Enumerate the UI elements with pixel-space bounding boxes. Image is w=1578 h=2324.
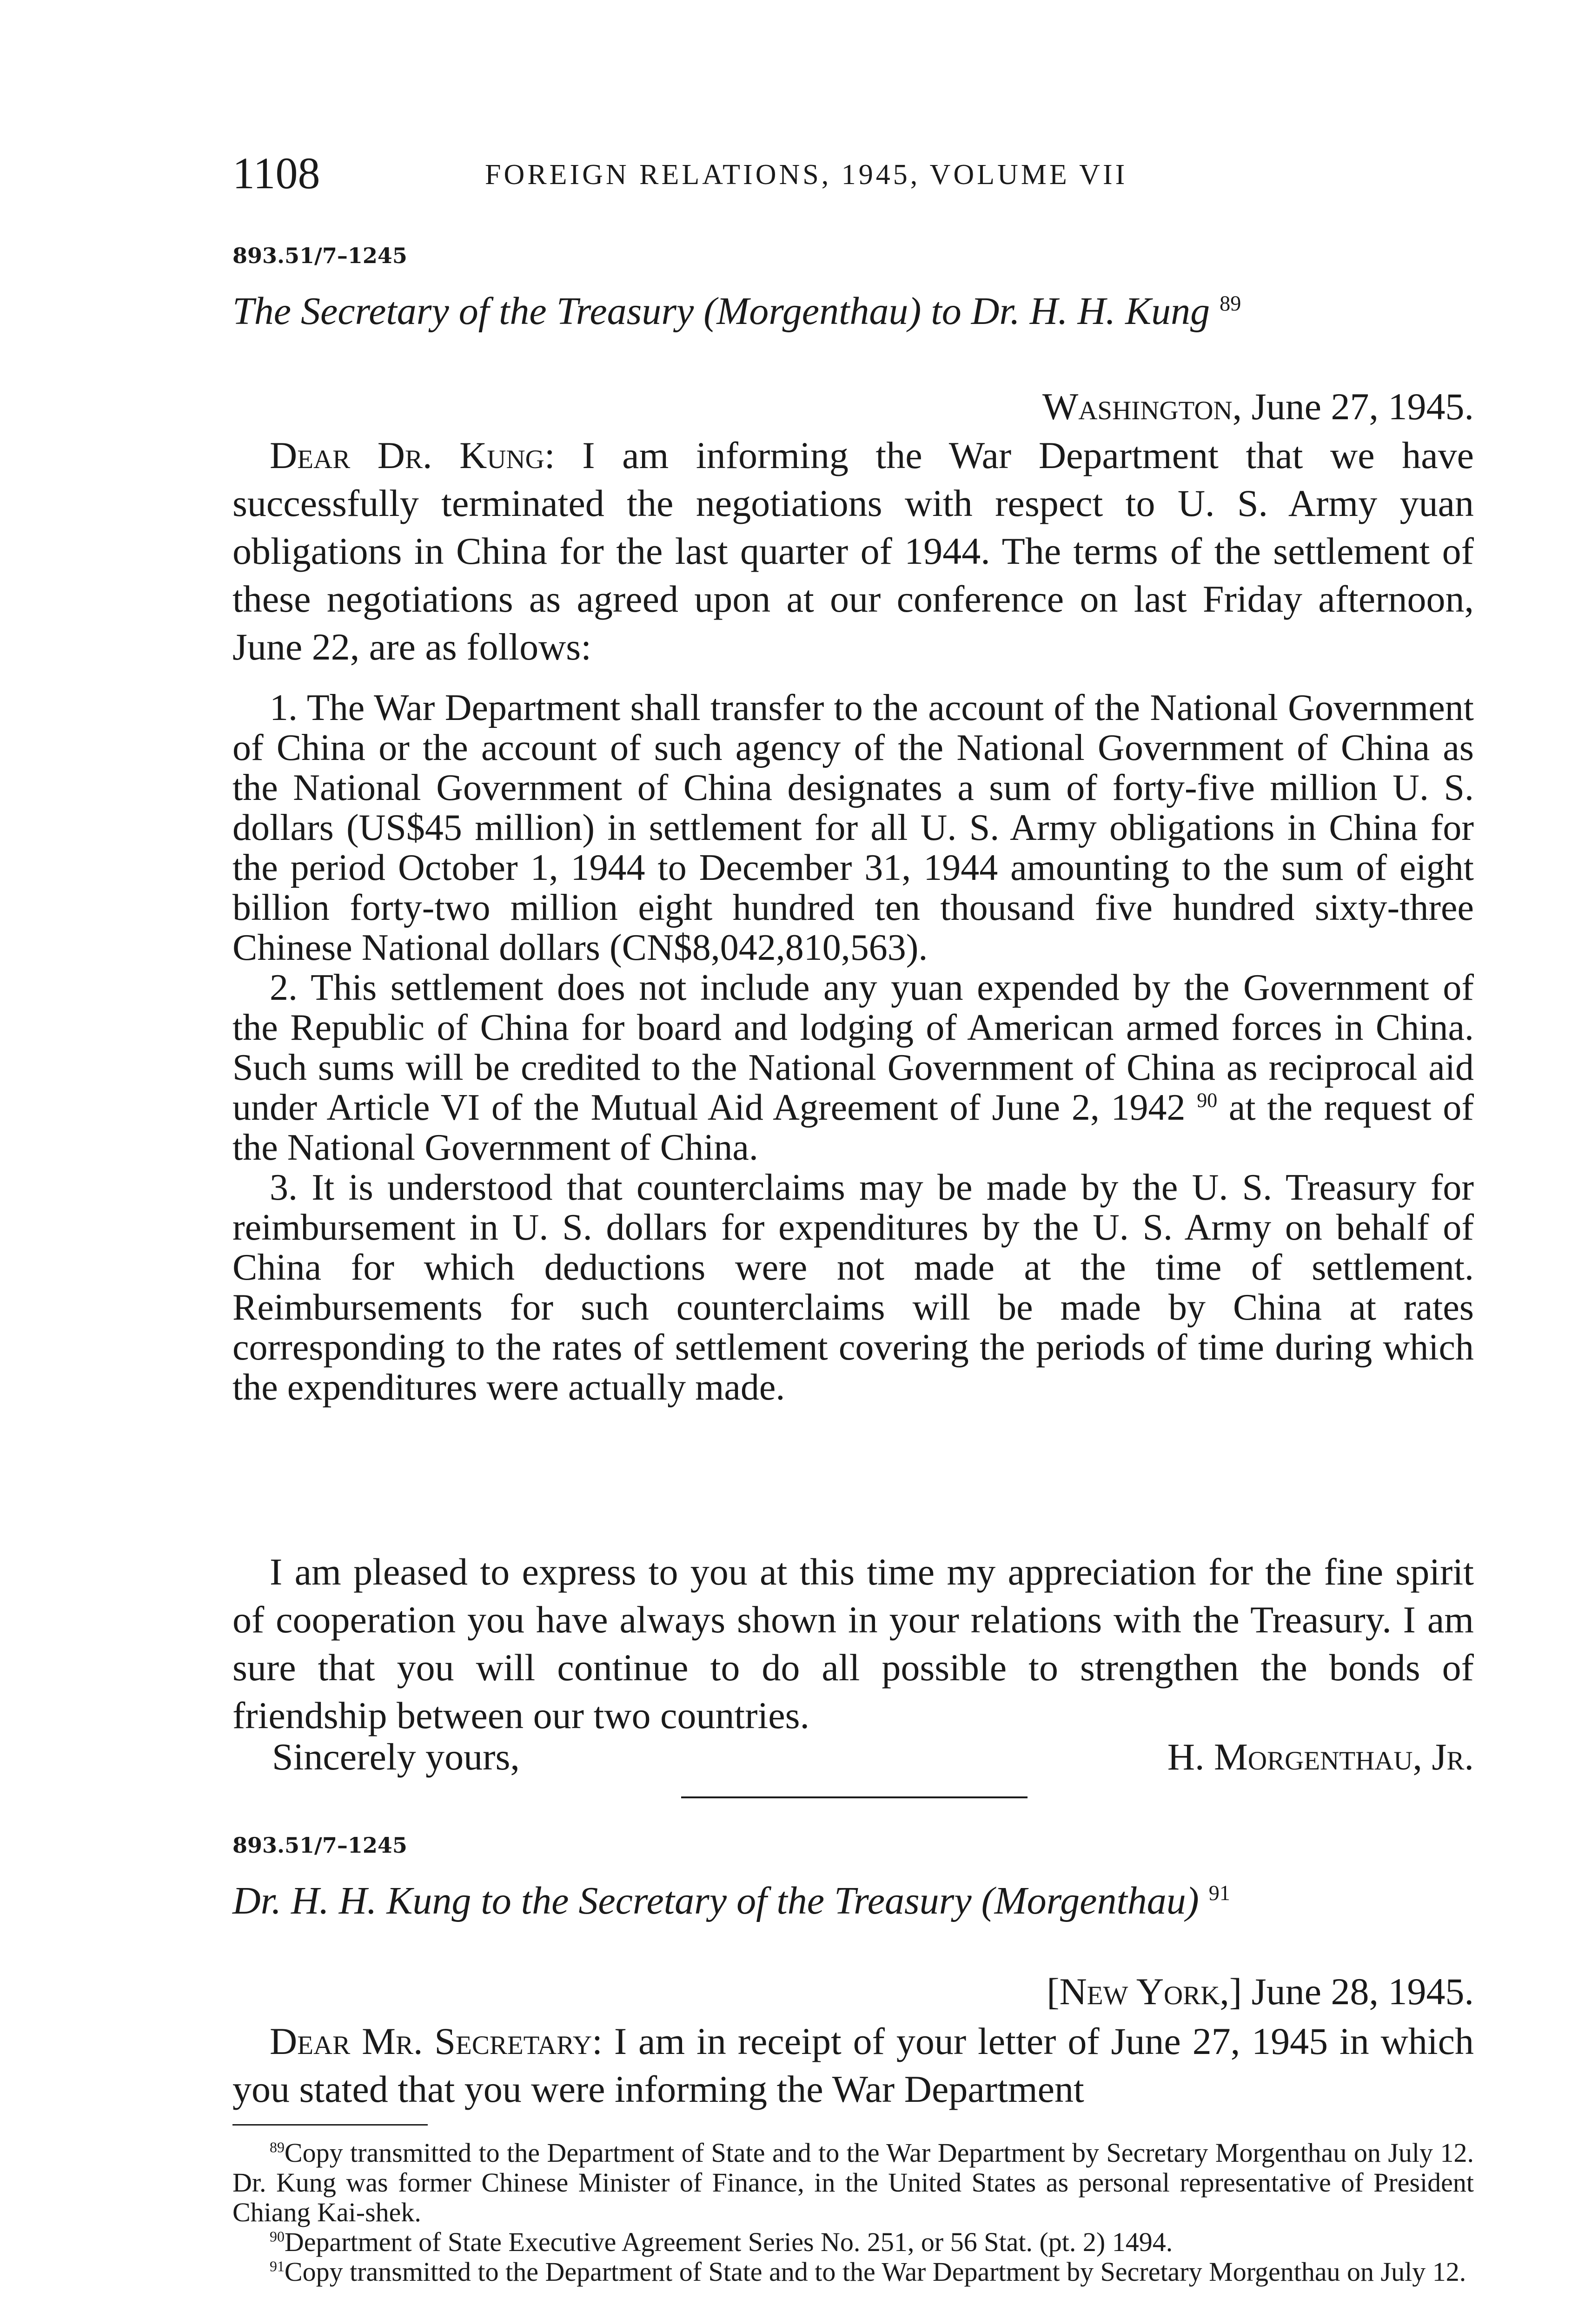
footnote-mark: 91 <box>270 2258 285 2275</box>
dateline-date: June 27, 1945. <box>1251 385 1474 428</box>
letter-opening <box>232 2017 1474 2113</box>
footnote-mark: 90 <box>270 2228 285 2245</box>
running-title: FOREIGN RELATIONS, 1945, VOLUME VII <box>485 159 1128 191</box>
footnote-text: Department of State Executive Agreement Series No. 251, or 56 Stat. (pt. 2) 1494. <box>284 2227 1173 2257</box>
footnote <box>232 2138 1474 2227</box>
opening-paragraph: I am informing the War Department that we have successfully terminated the negotiations with respect to U. S. Army yuan obligations in China for the last quarter of 1944. The terms of the settlement of these negotiations as agreed upon at our conference on last Friday afternoon, June 22, are as follows: <box>232 434 1474 668</box>
document-title-text: The Secretary of the Treasury (Morgenthau) to Dr. H. H. Kung <box>232 290 1210 333</box>
footnote-ref: 90 <box>1197 1089 1218 1112</box>
closing-paragraph: I am pleased to express to you at this time my appreciation for the fine spirit of cooperation you have always shown in your relations with the Treasury. I am sure that you will continue to do all possible to strengthen the bonds of friendship between our two countries. <box>232 1551 1474 1736</box>
term-1: 1. The War Department shall transfer to the account of the National Government of China or the account of such agency of the National Government of China as the National Government of China designates a sum of forty-five million U. S. dollars (US$45 million) in settlement for all U. S. Army obligations in China for the period October 1, 1944 to December 31, 1944 amounting to the sum of eight billion forty-two million eight hundred ten thousand five hundred sixty-three Chinese National dollars (CN$8,042,810,563). <box>232 687 1474 968</box>
footnote-ref: 89 <box>1220 291 1241 315</box>
document-title-text: Dr. H. H. Kung to the Secretary of the Treasury (Morgenthau) <box>232 1879 1199 1922</box>
footnote-text: Copy transmitted to the Department of State and to the War Department by Secretary Morgenthau on July 12. <box>284 2257 1466 2287</box>
footnote-mark: 89 <box>270 2139 285 2156</box>
footnote-ref: 91 <box>1208 1881 1230 1905</box>
dateline <box>1047 1968 1474 2015</box>
closing-paragraph-block <box>232 1548 1474 1739</box>
salutation: Dear Mr. Secretary: <box>270 2020 603 2062</box>
settlement-terms <box>232 688 1474 1407</box>
footnote <box>232 2257 1474 2287</box>
term-3: 3. It is understood that counterclaims may be made by the U. S. Treasury for reimbursement in U. S. dollars for expenditures by the U. S. Army on behalf of China for which deductions were not made at the time of settlement. Reimbursements for such counterclaims will be made by China at rates corresponding to the rates of settlement covering the periods of time during which the expenditures were actually made. <box>232 1167 1474 1408</box>
salutation: Dear Dr. Kung: <box>270 434 555 476</box>
complimentary-close: Sincerely yours, <box>272 1736 520 1778</box>
footnote <box>232 2227 1474 2257</box>
dateline-date: June 28, 1945. <box>1251 1970 1474 2013</box>
term-2 <box>232 968 1474 1168</box>
file-code: 893.51/7–1245 <box>232 243 407 268</box>
term-2-text-cont: at the request of the National Government of China. <box>232 1087 1474 1168</box>
file-code: 893.51/7–1245 <box>232 1833 407 1858</box>
section-divider <box>681 1796 1028 1798</box>
document-title <box>232 288 1241 335</box>
document-title <box>232 1878 1230 1924</box>
opening-paragraph: I am in receipt of your letter of June 27, 1945 in which you stated that you were informing the War Department <box>232 2020 1474 2110</box>
footnote-text: Copy transmitted to the Department of State and to the War Department by Secretary Morgenthau on July 12. Dr. Kung was former Chinese Minister of Finance, in the United States as personal representative of President Chiang Kai-shek. <box>232 2138 1474 2227</box>
signature: H. Morgenthau, Jr. <box>1167 1736 1474 1778</box>
page-header <box>232 148 1474 199</box>
letter-opening <box>232 431 1474 671</box>
dateline-place: Washington, <box>1042 385 1242 428</box>
footnotes <box>232 2138 1474 2287</box>
dateline-place: [New York,] <box>1047 1970 1242 2013</box>
page-number: 1108 <box>232 148 320 198</box>
dateline <box>1042 383 1474 430</box>
footnote-rule <box>232 2124 428 2126</box>
term-2-text: 2. This settlement does not include any yuan expended by the Government of the Republic of China for board and lodging of American armed forces in China. Such sums will be credited to the National Government of China as reciprocal aid under Article VI of the Mutual Aid Agreement of June 2, 1942 <box>232 967 1474 1128</box>
